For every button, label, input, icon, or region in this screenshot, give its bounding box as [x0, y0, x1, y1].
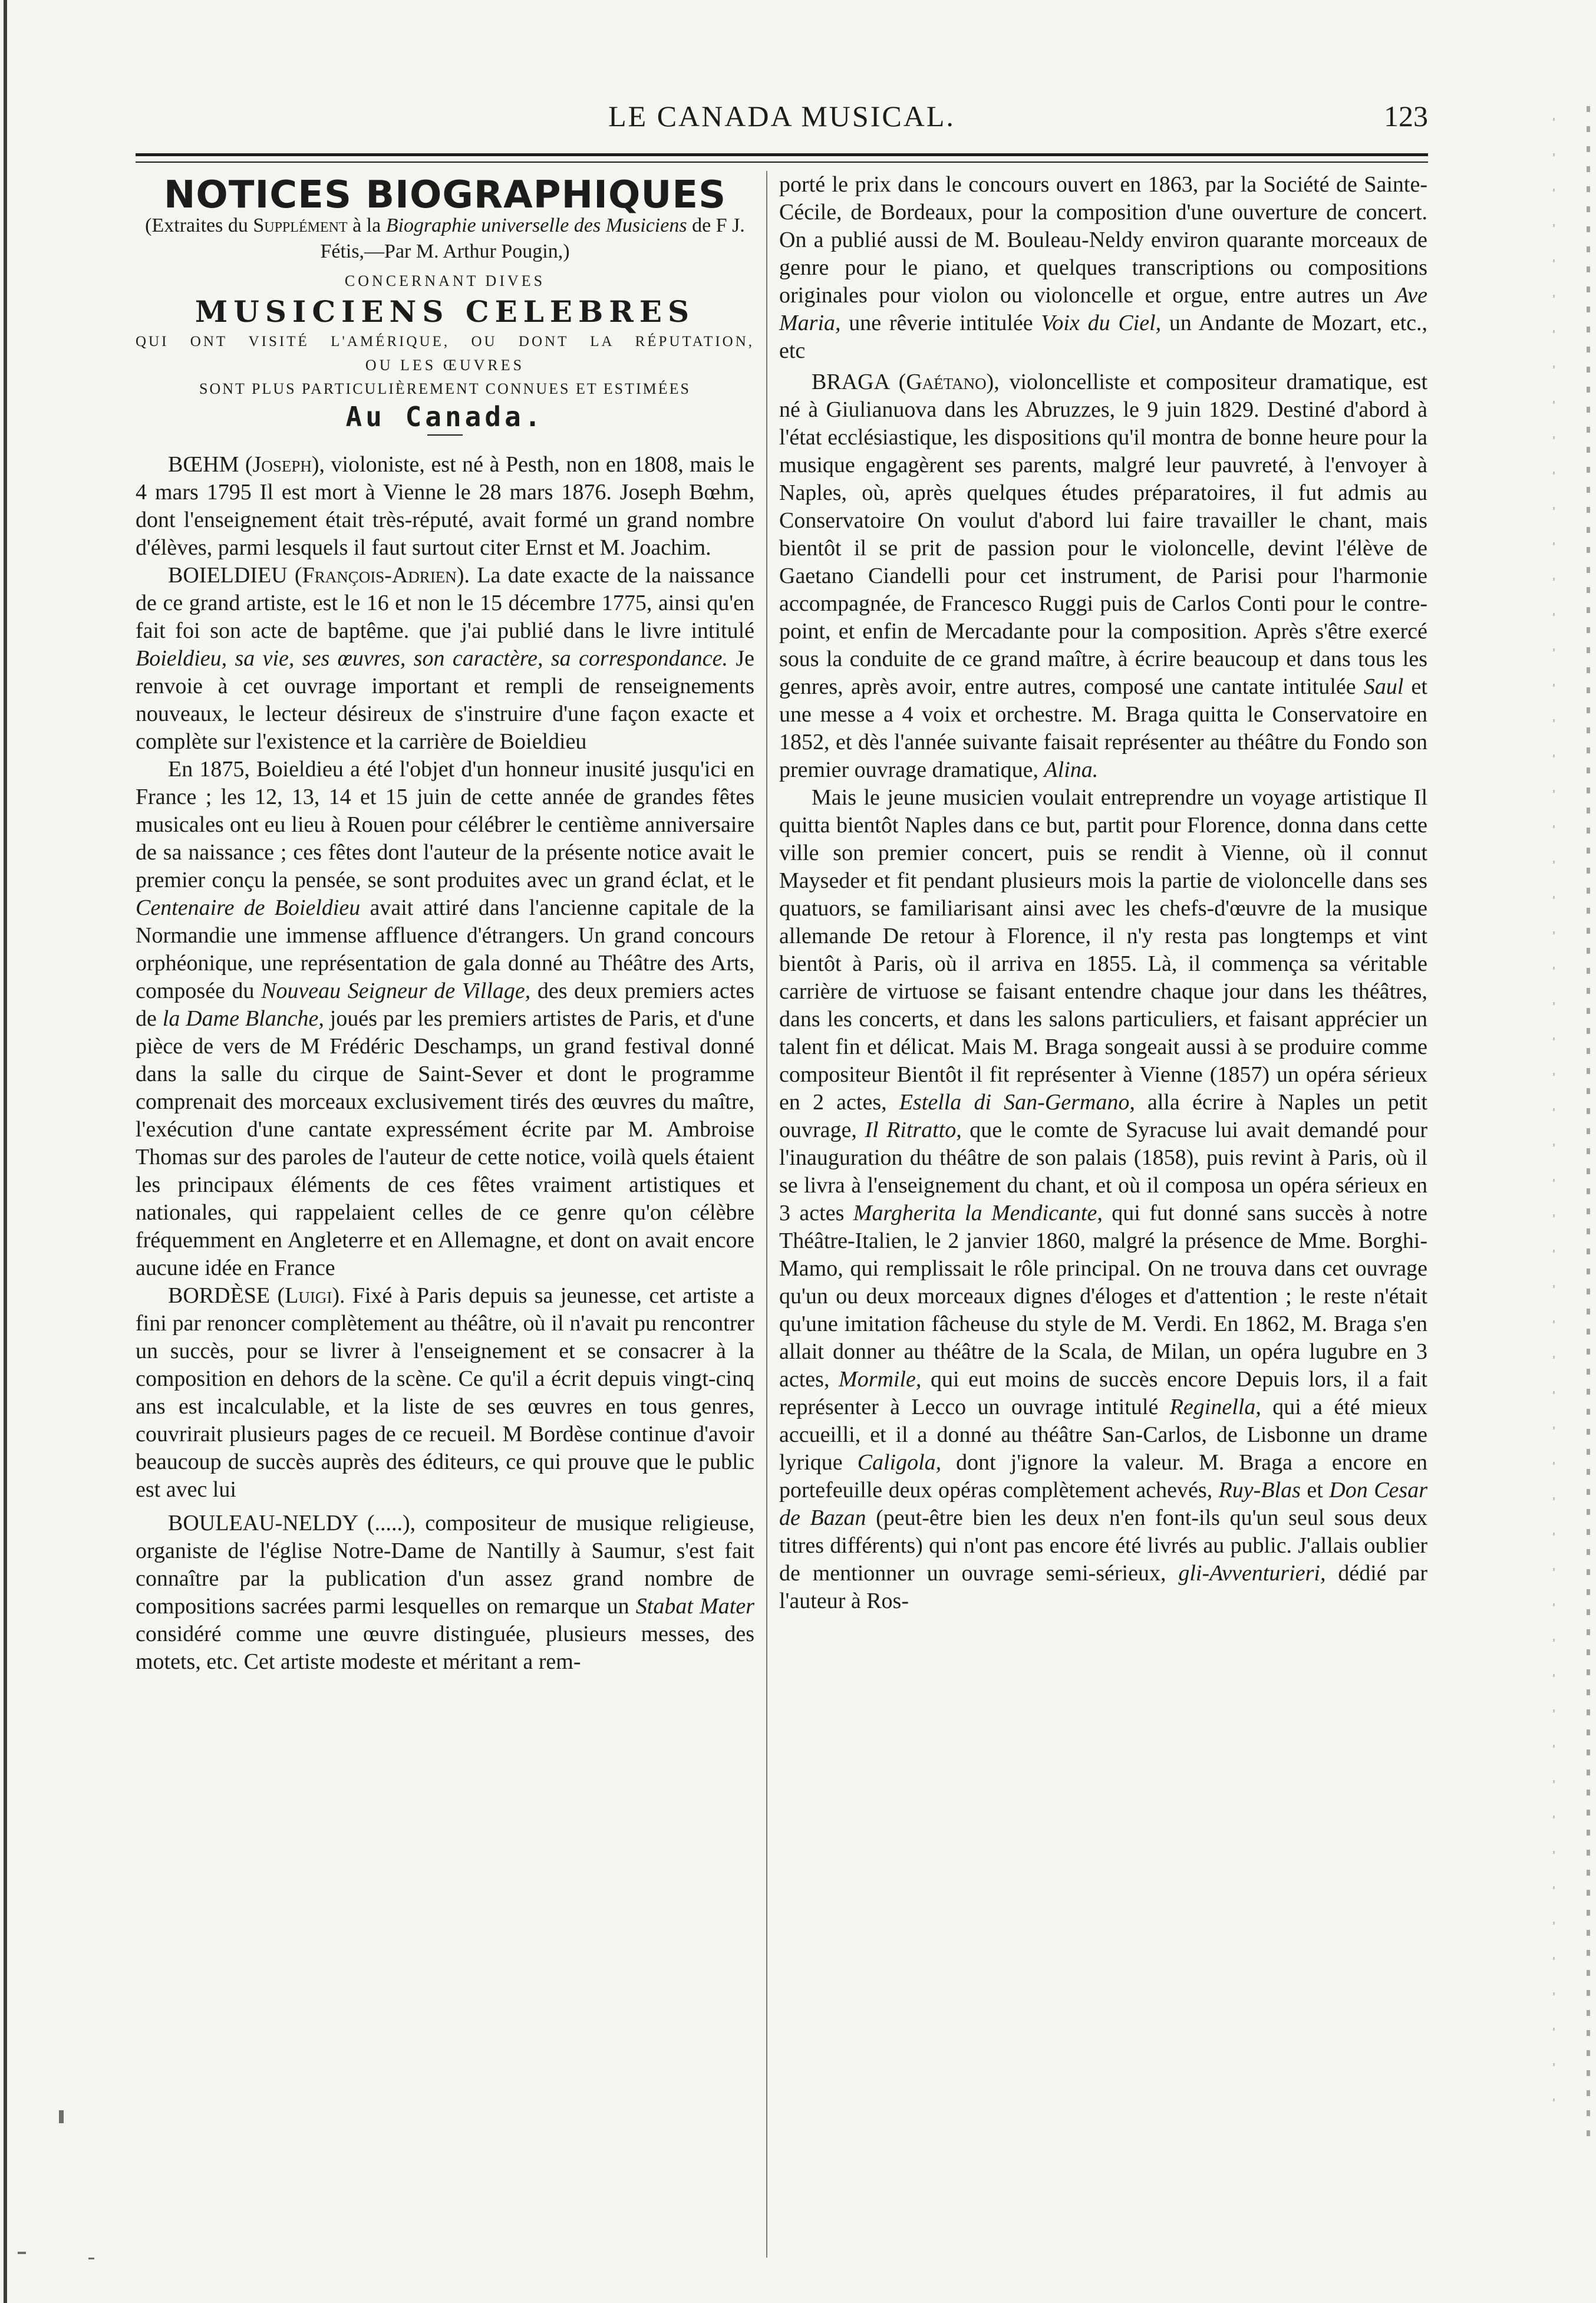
- column-divider: [766, 171, 767, 2258]
- entry-boieldieu: BOIELDIEU (François-Adrien). La date exacte de la naissance de ce grand artiste, est le 16 et non le 15 décembre 1775, ainsi qu'en fait foi son acte de baptême. que j'ai publié dans le livre intitulé Boieldieu, sa vie, ses œuvres, son caractère, sa correspondance. Je renvoie à cet ouvrage important et rempli de renseignements nouveaux, le lecteur désireux de s'instruire d'une façon exacte et complète sur l'existence et la carrière de Boieldieu: [136, 563, 754, 754]
- entry-boehm: BŒHM (Joseph), violoniste, est né à Pesth, non en 1808, mais le 4 mars 1795 Il est mort à Vienne le 28 mars 1876. Joseph Bœhm, dont l'enseignement était très-réputé, avait formé un grand nombre d'élèves, parmi lesquels il faut surtout citer Ernst et M. Joachim.: [136, 452, 754, 560]
- scan-edge-noise: [1587, 106, 1590, 2146]
- musiciens-heading: MUSICIENS CELEBRES: [194, 294, 695, 329]
- scan-ink-speck: [18, 2252, 26, 2254]
- ou-les-line: OU LES ŒUVRES: [365, 357, 525, 374]
- paragraph-1875: En 1875, Boieldieu a été l'objet d'un honneur inusité jusqu'ici en France ; les 12, 13, 14 et 15 juin de cette année de grandes fêtes musicales ont eu lieu à Rouen pour célébrer le centième anniversaire de sa naissance ; ces fêtes dont l'auteur de la présente notice avait le premier conçu la pensée, se sont produites avec un grand éclat, et le Centenaire de Boieldieu avait attiré dans l'ancienne capitale de la Normandie une immense affluence d'étrangers. Un grand concours orphéonique, une représentation de gala donné au Théâtre des Arts, composée du Nouveau Seigneur de Village, des deux premiers actes de la Dame Blanche, joués par les premiers artistes de Paris, et d'une pièce de vers de M Frédéric Deschamps, un grand festival donné dans la salle du cirque de Saint-Sever et dont le programme comprenait des morceaux exclusivement tirés des œuvres du maître, l'exécution d'une cantate expressément écrite par M. Ambroise Thomas sur des paroles de l'auteur de cette notice, voilà quels étaient les principaux éléments de ces fêtes vraiment artistiques et nationales, qui rappelaient celles de ce genre qu'on célèbre fréquemment en Angleterre et en Allemagne, et dont on avait encore aucune idée en France: [136, 757, 755, 1280]
- scan-ink-speck: [88, 2258, 94, 2259]
- paragraph-mais-le-jeune: Mais le jeune musicien voulait entreprendre un voyage artistique Il quitta bientôt Naples dans ce but, partit pour Florence, donna dans cette ville son premier concert, puis se rendit à Vienne, où il connut Mayseder et fit pendant plusieurs mois la partie de violoncelle dans ses quatuors, se familiarisant ainsi avec les chefs-d'œuvre de la musique allemande De retour à Florence, il n'y resta pas longtemps et vint bientôt à Paris, où il arriva en 1855. Là, il commença sa véritable carrière de virtuose se faisant entendre chaque jour dans les théâtres, dans les concerts, et dans les salons particuliers, et faisant apprécier un talent fin et délicat. Mais M. Braga songeait aussi à se produire comme compositeur Bientôt il fit représenter à Vienne (1857) un opéra sérieux en 2 actes, Estella di San-Germano, alla écrire à Naples un petit ouvrage, Il Ritratto, que le comte de Syracuse lui avait demandé pour l'inauguration du théâtre de son palais (1858), puis revint à Paris, où il se livra à l'enseignement du chant, et où il composa un opéra sérieux en 3 actes Margherita la Mendicante, qui fut donné sans succès à notre Théâtre-Italien, le 2 janvier 1860, malgré la présence de Mme. Borghi-Mamo, qui remplissait le rôle principal. On ne trouva dans cet ouvrage qu'un ou deux morceaux dignes d'éloges et d'attention ; le reste n'était qu'une imitation fâcheuse du style de M. Verdi. En 1862, M. Braga s'en allait donner au théâtre de la Scala, de Milan, un opéra lugubre en 3 actes, Mormile, qui eut moins de succès encore Depuis lors, il a fait représenter à Lecco un ouvrage intitulé Reginella, qui a été mieux accueilli, et il a donné au théâtre San-Carlos, de Lisbonne un drame lyrique Caligola, dont j'ignore la valeur. M. Braga a encore en portefeuille deux opéras complètement achevés, Ruy-Blas et Don Cesar de Bazan (peut-être bien les deux n'en font-ils qu'un seul sous deux titres différents) qui n'ont pas encore été livrés au public. J'allais oublier de mentionner un ouvrage semi-sérieux, gli-Avventurieri, dédié par l'auteur à Ros-: [779, 785, 1428, 1613]
- journal-title: LE CANADA MUSICAL.: [608, 100, 955, 133]
- entry-braga: BRAGA (Gaétano), violoncelliste et compositeur dramatique, est né à Giulianuova dans les Abruzzes, le 9 juin 1829. Destiné d'abord à l'état ecclésiastique, les dispositions qu'il montra de bonne heure pour la musique engagèrent ses parents, malgré leur pauvreté, à l'envoyer à Naples, où, après quelques études préparatoires, il fut admis au Conservatoire On voulut d'abord lui faire travailler le chant, mais bientôt il se prit de passion pour le violoncelle, devint l'élève de Gaetano Ciandelli pour cet instrument, de Parisi pour l'harmonie accompagnée, de Francesco Ruggi puis de Carlos Conti pour le contre-point, et enfin de Mercadante pour la composition. Après s'être exercé sous la conduite de ce grand maître, à écrire beaucoup et dans tous les genres, après avoir, entre autres, composé une cantate intitulée Saul et une messe a 4 voix et orchestre. M. Braga quitta le Conservatoire en 1852, et dès l'année suivante faisait représenter au théâtre du Fondo son premier ouvrage dramatique, Alina.: [779, 370, 1428, 782]
- scan-ink-speck: [59, 2110, 64, 2123]
- running-header: [136, 99, 1428, 140]
- left-column: [136, 171, 754, 1676]
- scan-binding-edge: [4, 0, 7, 2303]
- section-subtitle: (Extraites du Supplément à la Biographie universelle des Musiciens de F J. Fétis,—Par M. Arthur Pougin,): [145, 215, 745, 262]
- sont-plus-line: SONT PLUS PARTICULIÈREMENT CONNUES ET ESTIMÉES: [199, 380, 691, 397]
- qui-ont-line: QUI ONT VISITÉ L'AMÉRIQUE, OU DONT LA RÉPUTATION,: [136, 334, 754, 350]
- scan-edge-noise-secondary: [1553, 118, 1555, 2122]
- page-number: 123: [1384, 100, 1428, 133]
- concernant-line: CONCERNANT DIVES: [344, 272, 546, 289]
- heading-short-rule: [427, 434, 463, 436]
- bouleau-neldy-continuation: porté le prix dans le concours ouvert en 1863, par la Société de Sainte-Cécile, de Bordeaux, pour la composition d'une ouverture de concert. On a publié aussi de M. Bouleau-Neldy environ quarante morceaux de genre pour le piano, et quelques transcriptions ou compositions originales pour violon ou violoncelle et orgue, entre autres un Ave Maria, une rêverie intitulée Voix du Ciel, un Andante de Mozart, etc., etc: [779, 172, 1427, 363]
- section-title: NOTICES BIOGRAPHIQUES: [163, 173, 727, 217]
- right-column: [779, 171, 1427, 1615]
- header-rule: [136, 153, 1428, 163]
- entry-bouleau-neldy: BOULEAU-NELDY (.....), compositeur de musique religieuse, organiste de l'église Notre-Dame de Nantilly à Saumur, s'est fait connaître par la publication d'un assez grand nombre de compositions sacrées parmi lesquelles on remarque un Stabat Mater considéré comme une œuvre distinguée, plusieurs messes, des motets, etc. Cet artiste modeste et méritant a rem-: [136, 1511, 754, 1674]
- au-canada-heading: Au Canada.: [345, 401, 545, 433]
- entry-bordese: BORDÈSE (Luigi). Fixé à Paris depuis sa jeunesse, cet artiste a fini par renoncer complètement au théâtre, où il n'avait pu rencontrer un succès, pour se livrer à l'enseignement et se consacrer à la composition en dehors de la scène. Ce qu'il a écrit depuis vingt-cinq ans est incalculable, et la liste de ses œuvres en tous genres, couvrirait plusieurs pages de ce recueil. M Bordèse continue d'avoir beaucoup de succès auprès des éditeurs, ce qui prouve que le public est avec lui: [136, 1283, 754, 1502]
